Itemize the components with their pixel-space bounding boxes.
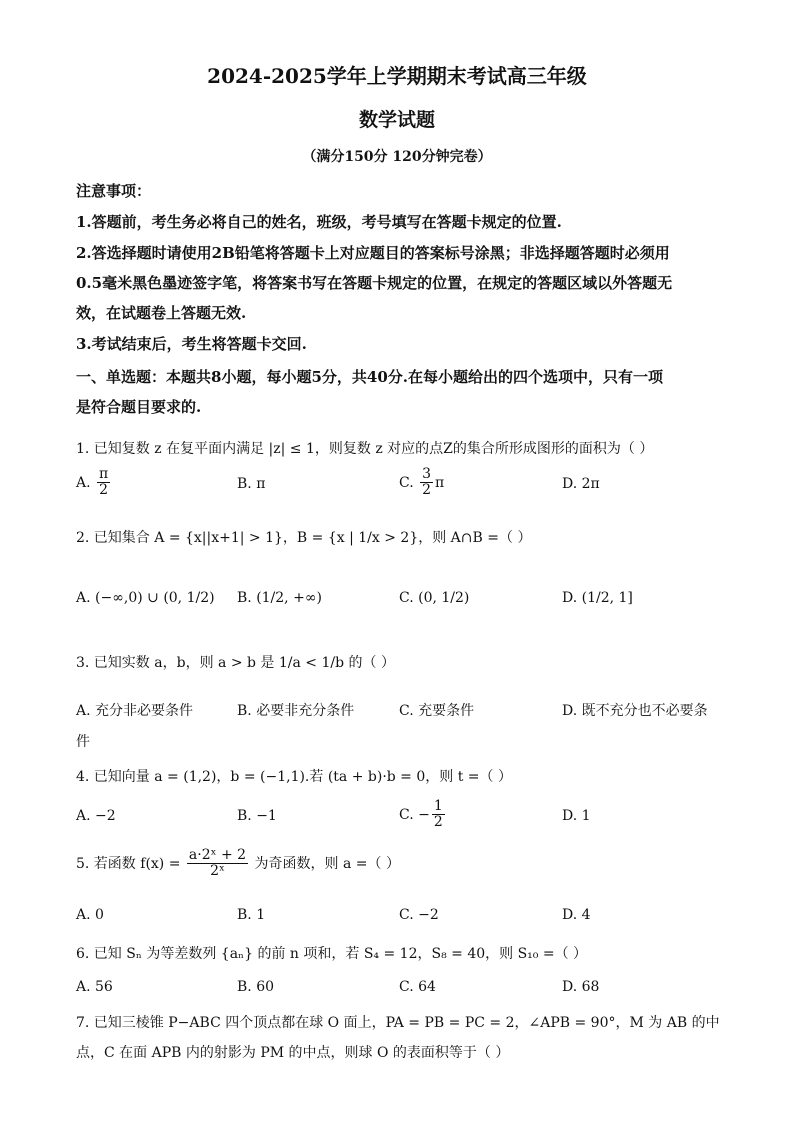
fraction-numerator: a·2ˣ + 2: [188, 847, 247, 863]
note-item: 1.答题前，考生务必将自己的姓名，班级，考号填写在答题卡规定的位置.: [76, 213, 562, 231]
fraction-denominator: 2ˣ: [210, 863, 225, 880]
q3-option-d-wrap: 件: [76, 734, 90, 750]
fraction-denominator: 2: [99, 482, 109, 499]
q3-option-b: B. 必要非充分条件: [237, 703, 355, 719]
q3-option-c: C. 充要条件: [399, 703, 475, 719]
note-item: 0.5毫米黑色墨迹签字笔，将答案书写在答题卡规定的位置，在规定的答题区域以外答题无: [76, 274, 673, 292]
note-item: 3.考试结束后，考生将答题卡交回.: [76, 335, 307, 353]
q6-option-d: D. 68: [562, 979, 600, 995]
q5-option-a: A. 0: [76, 907, 104, 923]
q5-stem-prefix: 5. 若函数 f(x) =: [76, 855, 181, 872]
option-letter: C. −: [399, 806, 430, 823]
q4-option-c: [399, 799, 447, 831]
question-4-stem: 4. 已知向量 a = (1,2)，b = (−1,1).若 (ta + b)·b = 0，则 t =（ ）: [76, 769, 512, 785]
q4-option-a: A. −2: [76, 808, 116, 824]
question-7-stem-cont: 点，C 在面 APB 内的射影为 PM 的中点，则球 O 的表面积等于（ ）: [76, 1045, 510, 1061]
option-letter: A.: [76, 474, 91, 491]
fraction-denominator: 2: [433, 814, 443, 831]
exam-title: 2024-2025学年上学期期末考试高三年级: [207, 64, 587, 88]
q6-option-a: A. 56: [76, 979, 113, 995]
notes-heading: 注意事项：: [76, 182, 152, 200]
q5-option-c: C. −2: [399, 907, 439, 923]
section-heading-cont: 是符合题目要求的.: [76, 398, 202, 416]
section-heading: 一、单选题：本题共8小题，每小题5分，共40分.在每小题给出的四个选项中，只有一项: [76, 368, 663, 386]
q6-option-c: C. 64: [399, 979, 436, 995]
question-6-stem: 6. 已知 Sₙ 为等差数列 {aₙ} 的前 n 项和，若 S₄ = 12，S₈ = 40，则 S₁₀ =（ ）: [76, 946, 588, 962]
q3-option-d: D. 既不充分也不必要条: [562, 703, 708, 719]
question-5-stem: [76, 848, 400, 880]
note-item: 效，在试题卷上答题无效.: [76, 304, 247, 322]
option-tail: π: [435, 474, 445, 491]
exam-subject: 数学试题: [358, 109, 435, 131]
q3-option-a: A. 充分非必要条件: [76, 703, 194, 719]
fraction-numerator: 1: [433, 798, 443, 814]
q2-option-d: D. (1/2, 1]: [562, 590, 633, 606]
question-7-stem: 7. 已知三棱锥 P−ABC 四个顶点都在球 O 面上，PA = PB = PC = 2，∠APB = 90°，M 为 AB 的中: [76, 1015, 720, 1031]
q5-option-d: D. 4: [562, 907, 591, 923]
q1-option-a: [76, 467, 112, 499]
q5-option-b: B. 1: [237, 907, 266, 923]
q2-option-b: B. (1/2, +∞): [237, 590, 322, 606]
q1-option-d: D. 2π: [562, 476, 600, 492]
fraction-numerator: 3: [422, 466, 432, 482]
exam-meta: （满分150分 120分钟完卷）: [302, 149, 492, 165]
option-letter: C.: [399, 474, 414, 491]
question-2-stem: 2. 已知集合 A = {x||x+1| > 1}，B = {x | 1/x > 2}，则 A∩B =（ ）: [76, 530, 532, 546]
note-item: 2.答选择题时请使用2B铅笔将答题卡上对应题目的答案标号涂黑；非选择题答题时必须用: [76, 244, 670, 262]
question-1-stem: 1. 已知复数 z 在复平面内满足 |z| ≤ 1，则复数 z 对应的点Z的集合所形成图形的面积为（ ）: [76, 441, 654, 457]
q1-option-c: [399, 467, 444, 499]
q1-option-b: B. π: [237, 476, 266, 492]
fraction-denominator: 2: [422, 482, 432, 499]
question-3-stem: 3. 已知实数 a，b，则 a > b 是 1/a < 1/b 的（ ）: [76, 655, 395, 671]
q5-stem-suffix: 为奇函数，则 a =（ ）: [254, 855, 400, 872]
q2-option-c: C. (0, 1/2): [399, 590, 470, 606]
q6-option-b: B. 60: [237, 979, 275, 995]
fraction-numerator: π: [99, 466, 109, 482]
q4-option-d: D. 1: [562, 808, 591, 824]
q2-option-a: A. (−∞,0) ∪ (0, 1/2): [76, 590, 215, 606]
q4-option-b: B. −1: [237, 808, 277, 824]
